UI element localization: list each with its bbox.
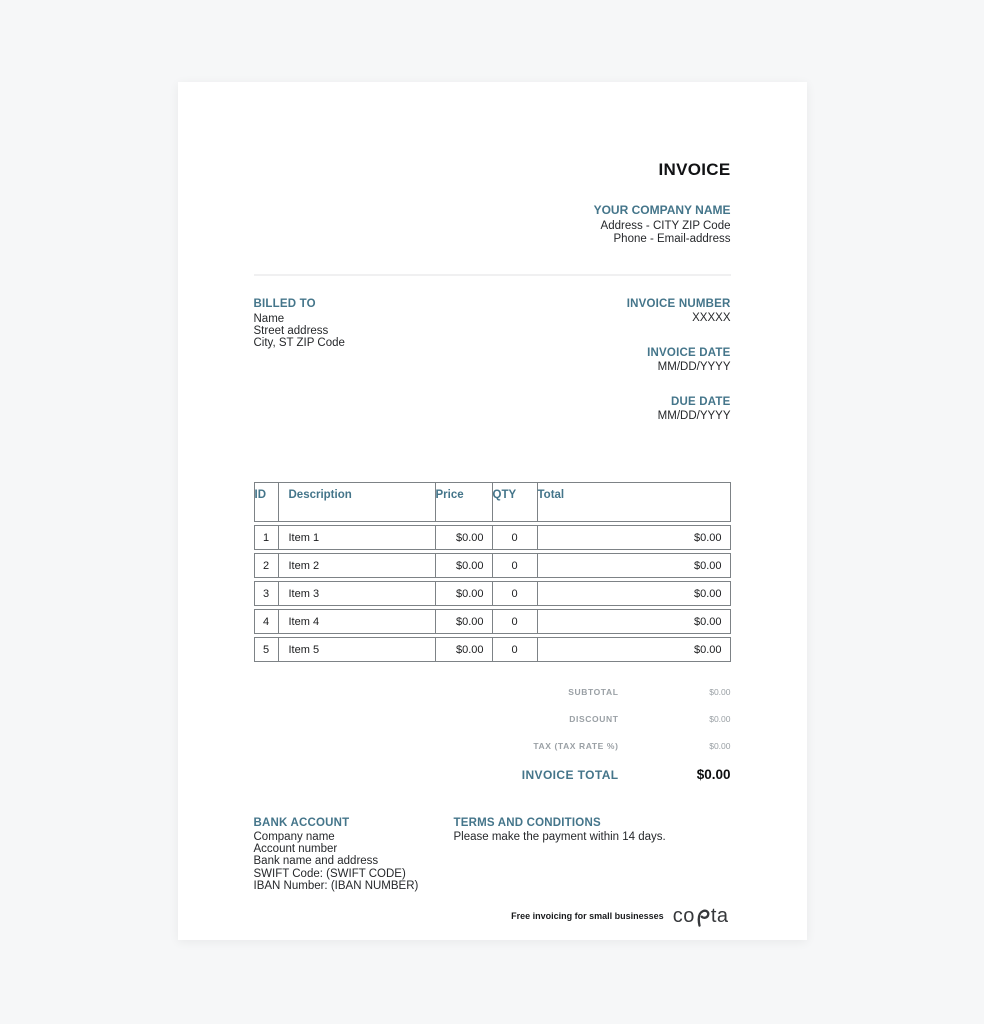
- bank-account-number: Account number: [253, 843, 338, 856]
- billed-to-city: City, ST ZIP Code: [253, 337, 345, 350]
- cell-qty: 0: [493, 581, 538, 606]
- cell-qty: 0: [493, 553, 538, 578]
- invoice-document: [178, 82, 807, 940]
- tax-row: [254, 732, 731, 759]
- bank-company-name: Company name: [253, 831, 335, 843]
- bank-iban-number: IBAN Number: (IBAN NUMBER): [253, 879, 419, 892]
- cell-price: $0.00: [436, 525, 493, 550]
- column-header-id: ID: [254, 482, 279, 522]
- conta-logo-n-glyph: [696, 906, 710, 928]
- company-contact: Phone - Email-address: [613, 232, 731, 245]
- discount-value: $0.00: [709, 713, 731, 724]
- cell-id: 5: [254, 637, 279, 662]
- invoice-date-group: [627, 347, 731, 373]
- invoice-date-value: MM/DD/YYYY: [657, 361, 731, 373]
- cell-description: Item 2: [279, 553, 436, 578]
- cell-total: $0.00: [538, 525, 731, 550]
- due-date-group: [627, 396, 731, 422]
- column-header-total: Total: [538, 482, 731, 522]
- table-row: [254, 581, 731, 606]
- cell-id: 3: [254, 581, 279, 606]
- bank-swift-code: SWIFT Code: (SWIFT CODE): [253, 867, 406, 880]
- conta-logo: [673, 904, 729, 928]
- table-header: [254, 482, 731, 522]
- invoice-date-label: INVOICE DATE: [647, 347, 731, 359]
- line-items-table: [254, 479, 731, 665]
- bank-account-block: [254, 817, 454, 892]
- invoice-number-value: XXXXX: [692, 312, 731, 324]
- cell-qty: 0: [493, 525, 538, 550]
- tax-label: TAX (TAX RATE %): [533, 740, 619, 751]
- cell-id: 4: [254, 609, 279, 634]
- column-header-description: Description: [279, 482, 436, 522]
- invoice-total-value: $0.00: [696, 767, 731, 782]
- cell-total: $0.00: [538, 609, 731, 634]
- bank-name-address: Bank name and address: [253, 855, 379, 868]
- cell-total: $0.00: [538, 581, 731, 606]
- cell-price: $0.00: [436, 581, 493, 606]
- payment-info-section: [254, 817, 731, 892]
- invoice-total-label: INVOICE TOTAL: [521, 767, 619, 782]
- billed-to-name: Name: [253, 313, 285, 325]
- cell-price: $0.00: [436, 637, 493, 662]
- tax-value: $0.00: [709, 740, 731, 751]
- summary-section: [254, 678, 731, 790]
- cell-total: $0.00: [538, 553, 731, 578]
- page-footer: [178, 904, 807, 940]
- terms-label: TERMS AND CONDITIONS: [453, 817, 601, 829]
- cell-description: Item 1: [279, 525, 436, 550]
- subtotal-label: SUBTOTAL: [568, 686, 619, 697]
- invoice-meta-block: [627, 298, 731, 445]
- cell-price: $0.00: [436, 609, 493, 634]
- billed-to-label: BILLED TO: [253, 298, 316, 310]
- cell-id: 2: [254, 553, 279, 578]
- column-header-qty: QTY: [493, 482, 538, 522]
- terms-text: Please make the payment within 14 days.: [453, 831, 666, 843]
- cell-qty: 0: [493, 609, 538, 634]
- subtotal-value: $0.00: [709, 686, 731, 697]
- billed-to-street: Street address: [253, 325, 329, 338]
- due-date-label: DUE DATE: [670, 396, 731, 408]
- table-row: [254, 525, 731, 550]
- cell-description: Item 3: [279, 581, 436, 606]
- table-row: [254, 553, 731, 578]
- bank-account-label: BANK ACCOUNT: [253, 817, 350, 829]
- column-header-price: Price: [436, 482, 493, 522]
- invoice-content: [178, 82, 807, 892]
- footer-tagline: Free invoicing for small businesses: [511, 911, 664, 921]
- discount-row: [254, 705, 731, 732]
- invoice-title: INVOICE: [658, 160, 731, 179]
- due-date-value: MM/DD/YYYY: [657, 410, 731, 422]
- discount-label: DISCOUNT: [569, 713, 619, 724]
- meta-section: [254, 298, 731, 445]
- invoice-number-group: [627, 298, 731, 324]
- document-header: [254, 160, 731, 245]
- cell-description: Item 4: [279, 609, 436, 634]
- cell-description: Item 5: [279, 637, 436, 662]
- conta-logo-suffix: ta: [710, 904, 729, 927]
- header-divider: [254, 274, 731, 276]
- company-block: [254, 203, 731, 245]
- conta-logo-prefix: co: [672, 904, 695, 927]
- table-row: [254, 609, 731, 634]
- invoice-total-row: [254, 759, 731, 790]
- terms-block: [454, 817, 666, 892]
- table-row: [254, 637, 731, 662]
- cell-total: $0.00: [538, 637, 731, 662]
- company-address: Address - CITY ZIP Code: [600, 220, 731, 232]
- cell-qty: 0: [493, 637, 538, 662]
- invoice-number-label: INVOICE NUMBER: [626, 298, 731, 310]
- cell-id: 1: [254, 525, 279, 550]
- subtotal-row: [254, 678, 731, 705]
- billed-to-block: [254, 298, 345, 445]
- company-name: YOUR COMPANY NAME: [593, 203, 731, 217]
- cell-price: $0.00: [436, 553, 493, 578]
